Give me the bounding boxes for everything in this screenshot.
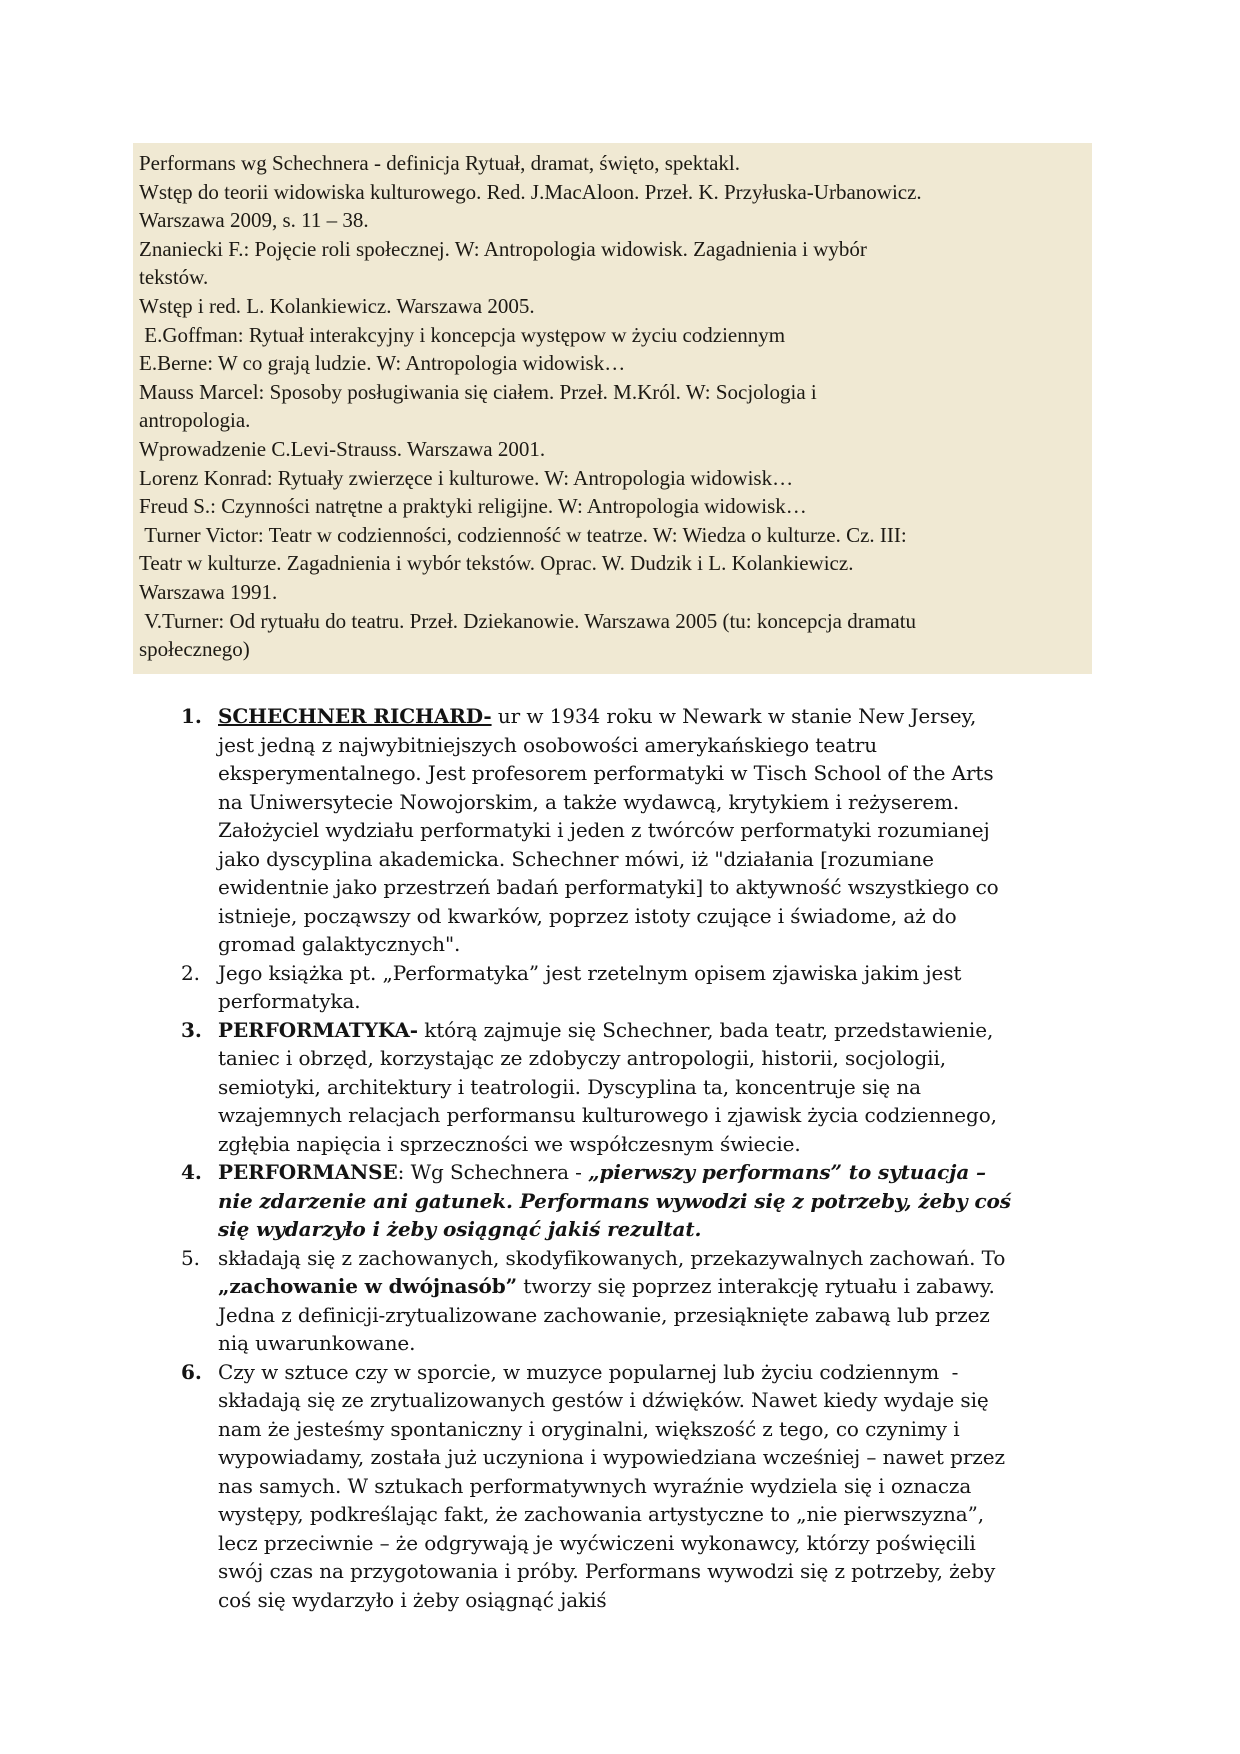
item-number: 3. [181,1017,202,1042]
list-item [133,1358,1013,1615]
bibliography-line: Performans wg Schechnera - definicja Rytuał, dramat, święto, spektakl. [139,151,740,175]
text-segment: składają się z zachowanych, skodyfikowanych, przekazywalnych zachowań. To [218,1245,1006,1270]
item-number: 5. [181,1245,200,1270]
text-segment: „zachowanie w dwójnasób” [218,1274,518,1298]
text-segment: którą zajmuje się Schechner, bada teatr, przedstawienie, taniec i obrzęd, korzystając ze zdobyczy antropologii, historii, socjologii, semiotyki, architektury i teatrologii. Dyscyplina ta, koncentruje się na wzajemnych relacjach performansu kulturowego i zjawisk życia codziennego, zgłębia napięcia i sprzeczności we współczesnym świecie. [218,1017,997,1156]
bibliography-line: Turner Victor: Teatr w codzienności, codzienność w teatrze. W: Wiedza o kulturze. Cz. III: [139,522,907,547]
text-segment: PERFORMANSE [218,1160,398,1184]
text-segment: PERFORMATYKA- [218,1017,418,1042]
list-item [133,1016,1013,1159]
bibliography-line: V.Turner: Od rytuału do teatru. Przeł. Dziekanowie. Warszawa 2005 (tu: koncepcja dramatu [139,608,917,633]
list-item [133,959,1013,1016]
bibliography-line: Znaniecki F.: Pojęcie roli społecznej. W: Antropologia widowisk. Zagadnienia i wybór [139,236,867,261]
item-text [218,1160,1011,1241]
bibliography-line: E.Goffman: Rytuał interakcyjny i koncepcja występow w życiu codziennym [139,322,786,347]
definitions-list [133,702,1013,1614]
item-number: 2. [181,960,200,985]
bibliography-line: Warszawa 2009, s. 11 – 38. [139,208,369,233]
list-item [133,1158,1013,1244]
item-number: 6. [181,1359,202,1384]
text-segment: SCHECHNER RICHARD- [218,704,492,728]
item-number: 4. [181,1160,202,1184]
bibliography-line: tekstów. [139,265,209,290]
bibliography-line: antropologia. [139,408,251,433]
bibliography-line: Warszawa 1991. [139,579,278,604]
bibliography-line: Teatr w kulturze. Zagadnienia i wybór tekstów. Oprac. W. Dudzik i L. Kolankiewicz. [139,551,854,576]
text-segment: tworzy się poprzez interakcję rytuału i zabawy. Jedna z definicji-zrytualizowane zachowanie, przesiąknięte zabawą lub przez nią uwarunkowane. [218,1274,995,1355]
bibliography-block [133,143,1092,674]
item-text [218,704,999,956]
bibliography-line: Wprowadzenie C.Levi-Strauss. Warszawa 2001. [139,436,546,461]
list-item [133,1244,1013,1358]
bibliography-line: E.Berne: W co grają ludzie. W: Antropologia widowisk… [139,351,626,376]
item-text [218,1360,1005,1612]
item-number: 1. [181,704,202,728]
text-segment: ur w 1934 roku w Newark w stanie New Jersey, jest jedną z najwybitniejszych osobowości amerykańskiego teatru eksperymentalnego. Jest profesorem performatyki w Tisch School of the Arts na Uniwersytecie Nowojorskim, a także wydawcą, krytykiem i reżyserem. Założyciel wydziału performatyki i jeden z twórców performatyki rozumianej jako dyscyplina akademicka. Schechner mówi, iż "działania [rozumiane ewidentnie jako przestrzeń badań performatyki] to aktywność wszystkiego co istnieje, począwszy od kwarków, poprzez istoty czujące i świadome, aż do gromad galaktycznych". [218,704,999,956]
text-segment: Czy w sztuce czy w sporcie, w muzyce popularnej lub życiu codziennym - składają się ze zrytualizowanych gestów i dźwięków. Nawet kiedy wydaje się nam że jesteśmy spontaniczny i oryginalni, większość z tego, co czynimy i wypowiadamy, została już uczyniona i wypowiedziana wcześniej – nawet przez nas samych. W sztukach performatywnych wyraźnie wydziela się i oznacza występy, podkreślając fakt, że zachowania artystyczne to „nie pierwszyzna”, lecz przeciwnie – że odgrywają je wyćwiczeni wykonawcy, którzy poświęcili swój czas na przygotowania i próby. Performans wywodzi się z potrzeby, żeby coś się wydarzyło i żeby osiągnąć jakiś [218,1359,1005,1612]
bibliography-line: Wstęp do teorii widowiska kulturowego. Red. J.MacAloon. Przeł. K. Przyłuska-Urbanowicz. [139,179,922,204]
text-segment: : Wg Schechnera - [397,1160,589,1184]
text-segment: Jego książka pt. „Performatyka” jest rzetelnym opisem zjawiska jakim jest performatyka. [218,960,962,1013]
bibliography-line: Wstęp i red. L. Kolankiewicz. Warszawa 2005. [139,293,535,318]
bibliography-line: Mauss Marcel: Sposoby posługiwania się ciałem. Przeł. M.Król. W: Socjologia i [139,379,817,404]
item-text [218,1018,997,1156]
bibliography-line: Lorenz Konrad: Rytuały zwierzęce i kulturowe. W: Antropologia widowisk… [139,465,794,490]
list-item [133,702,1013,959]
text-segment: „pierwszy performans” to sytuacja – nie zdarzenie ani gatunek. Performans wywodzi się z potrzeby, żeby coś się wydarzyło i żeby osiągnąć jakiś rezultat. [218,1160,1011,1241]
item-text [218,961,961,1014]
item-text [218,1246,1005,1356]
bibliography-line: Freud S.: Czynności natrętne a praktyki religijne. W: Antropologia widowisk… [139,494,807,519]
bibliography-line: społecznego) [139,637,250,662]
